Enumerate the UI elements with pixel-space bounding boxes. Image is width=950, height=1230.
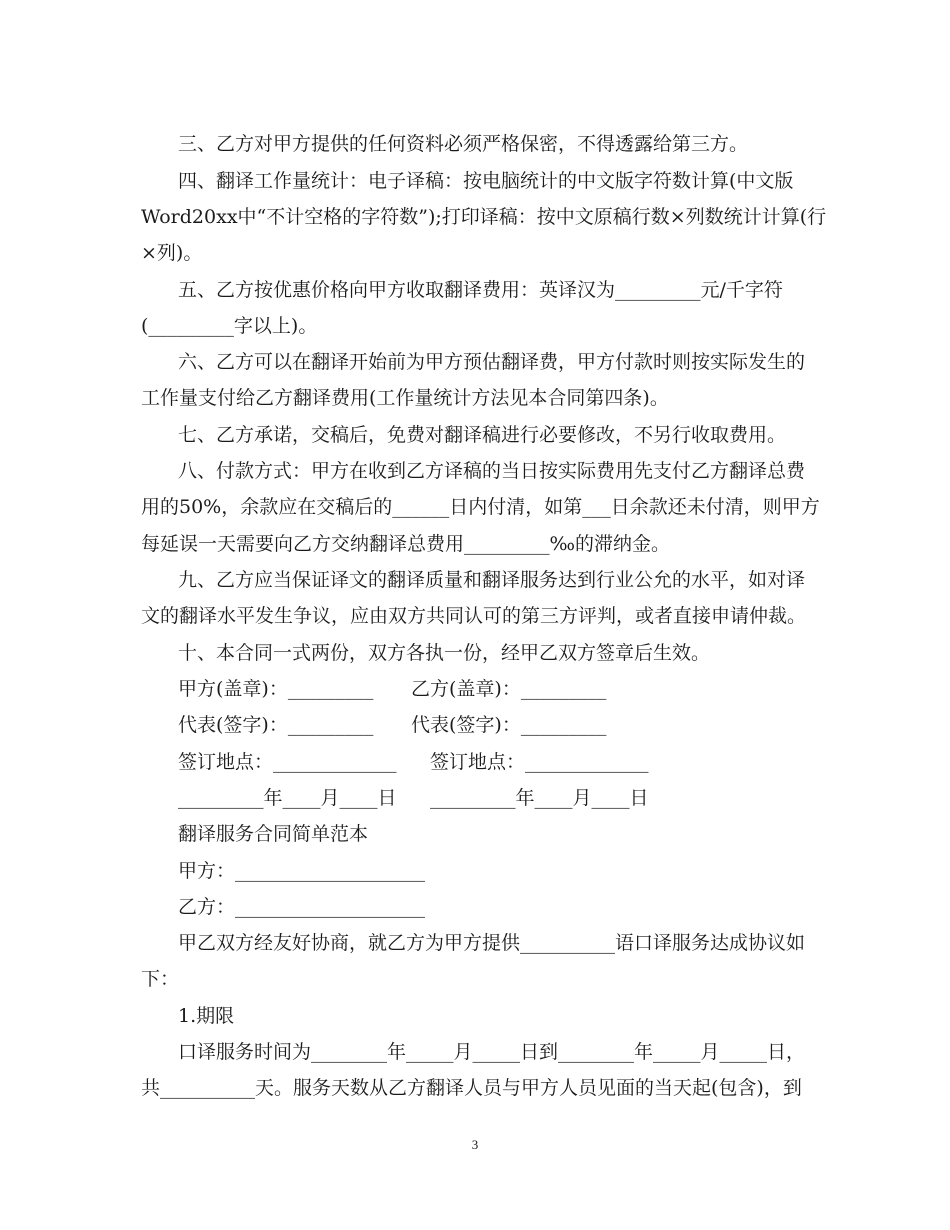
clause-4-line-3: ×列)。 [141,242,203,264]
clause-3: 三、乙方对甲方提供的任何资料必须严格保密，不得透露给第三方。 [178,133,749,155]
clause-6-line-2: 工作量支付给乙方翻译费用(工作量统计方法见本合同第四条)。 [141,387,669,409]
clause-4-line-1: 四、翻译工作量统计：电子译稿：按电脑统计的中文版字符数计算(中文版 [178,170,794,192]
clause-8-line-2: 用的50%，余款应在交稿后的______日内付清，如第___日余款还未付清，则甲方 [141,496,820,518]
term-heading: 1.期限 [178,1005,235,1027]
clause-8-line-3: 每延误一天需要向乙方交纳翻译总费用_________‰的滞纳金。 [141,533,670,555]
party-b-signing-place: 签订地点：_____________ [430,751,649,773]
clause-6-line-1: 六、乙方可以在翻译开始前为甲方预估翻译费，甲方付款时则按实际发生的 [178,351,806,373]
party-b-date: _________年____月____日 [430,787,649,809]
agreement-intro-line-2: 下： [141,968,180,990]
party-a-representative: 代表(签字)：_________ [178,714,374,736]
clause-9-line-2: 文的翻译水平发生争议，应由双方共同认可的第三方评判，或者直接申请仲裁。 [141,605,807,627]
agreement-intro-line-1: 甲乙双方经友好协商，就乙方为甲方提供__________语口译服务达成协议如 [178,932,806,954]
party-a-date: _________年____月____日 [178,787,397,809]
party-a-field: 甲方：____________________ [178,860,426,882]
party-a-signing-place: 签订地点：_____________ [178,751,397,773]
party-b-representative: 代表(签字)：_________ [411,714,607,736]
clause-10: 十、本合同一式两份，双方各执一份，经甲乙双方签章后生效。 [178,642,711,664]
clause-8-line-1: 八、付款方式：甲方在收到乙方译稿的当日按实际费用先支付乙方翻译总费 [178,460,806,482]
clause-7: 七、乙方承诺，交稿后，免费对翻译稿进行必要修改，不另行收取费用。 [178,424,787,446]
clause-9-line-1: 九、乙方应当保证译文的翻译质量和翻译服务达到行业公允的水平，如对译 [178,569,806,591]
clause-4-line-2: Word20xx中“不计空格的字符数”);打印译稿：按中文原稿行数×列数统计计算(行 [141,206,827,228]
party-b-seal: 乙方(盖章)：_________ [411,678,607,700]
clause-5-line-1: 五、乙方按优惠价格向甲方收取翻译费用：英译汉为_________元/千字符 [178,279,783,301]
party-b-field: 乙方：____________________ [178,896,426,918]
term-line-2: 共__________天。服务天数从乙方翻译人员与甲方人员见面的当天起(包含)，到 [141,1077,802,1099]
page-number: 3 [471,1137,479,1152]
term-line-1: 口译服务时间为________年_____月_____日到________年_____月_____日， [178,1041,806,1063]
clause-5-line-2: (_________字以上)。 [141,315,318,337]
party-a-seal: 甲方(盖章)：_________ [178,678,374,700]
section-title: 翻译服务合同简单范本 [178,823,369,845]
